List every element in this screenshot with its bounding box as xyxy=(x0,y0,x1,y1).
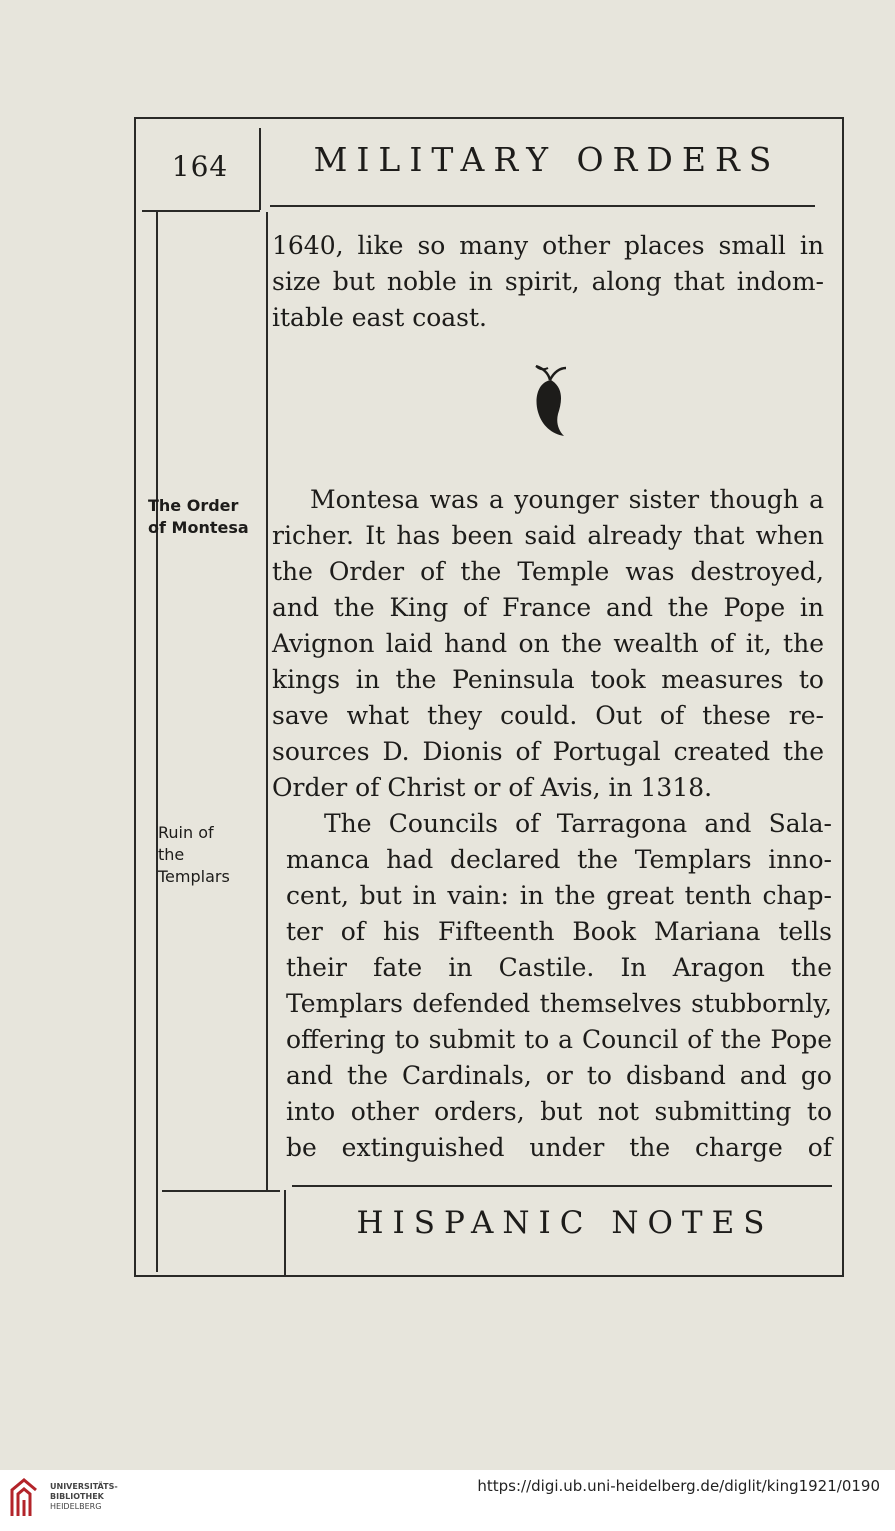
margin-note-line: The Order xyxy=(148,496,239,515)
text-line: Order of Christ or of Avis, in 1318. xyxy=(272,773,713,802)
library-name-line: UNIVERSITÄTS- xyxy=(50,1482,118,1491)
footer-title: HISPANIC NOTES xyxy=(356,1205,774,1241)
text-line: and the Cardinals, or to disband and go xyxy=(286,1061,832,1090)
text-line: The Councils of Tarragona and Sala- xyxy=(324,809,832,838)
footer-rule-right xyxy=(292,1185,832,1187)
text-line: kings in the Peninsula took measures to xyxy=(272,665,824,694)
margin-note-order-of-montesa xyxy=(148,495,263,539)
text-line: offering to submit to a Council of the Pope xyxy=(286,1025,832,1054)
paragraph-continuation xyxy=(272,228,824,336)
text-line: their fate in Castile. In Aragon the xyxy=(286,953,832,982)
library-logo-icon[interactable] xyxy=(8,1476,44,1520)
pomegranate-ornament-icon xyxy=(528,360,574,440)
library-name-line: BIBLIOTHEK xyxy=(50,1492,104,1501)
text-line: Avignon laid hand on the wealth of it, the xyxy=(272,629,824,658)
header-rule-left xyxy=(142,210,260,212)
text-line: the Order of the Temple was destroyed, xyxy=(272,557,824,586)
margin-note-line: Ruin of xyxy=(158,823,214,842)
text-line: cent, but in vain: in the great tenth chap- xyxy=(286,881,832,910)
header-rule-right xyxy=(270,205,815,207)
margin-note-line: of Montesa xyxy=(148,518,249,537)
library-name[interactable] xyxy=(50,1482,160,1512)
text-line: Templars defended themselves stubbornly, xyxy=(286,989,832,1018)
text-line: Montesa was a younger sister though a xyxy=(310,485,824,514)
margin-note-line: Templars xyxy=(158,867,230,886)
text-line: be extinguished under the charge of xyxy=(286,1133,832,1162)
footer-rule-left xyxy=(162,1190,280,1192)
margin-note-line: the xyxy=(158,845,185,864)
text-line: itable east coast. xyxy=(272,303,487,332)
text-line: size but noble in spirit, along that indom- xyxy=(272,267,824,296)
text-line: into other orders, but not submitting to xyxy=(286,1097,832,1126)
source-url-link[interactable]: https://digi.ub.uni-heidelberg.de/diglit/king1921/0190 xyxy=(477,1477,880,1495)
footer-column-rule xyxy=(284,1190,286,1275)
text-line: save what they could. Out of these re- xyxy=(272,701,824,730)
text-line: and the King of France and the Pope in xyxy=(272,593,824,622)
margin-note-ruin-of-templars xyxy=(158,822,273,888)
paragraph-templars xyxy=(286,806,832,1166)
margin-column-rule-body xyxy=(266,212,268,1192)
paragraph-montesa xyxy=(272,482,824,806)
outer-margin-rule xyxy=(156,212,158,1272)
text-line: ter of his Fifteenth Book Mariana tells xyxy=(286,917,832,946)
running-head: MILITARY ORDERS xyxy=(313,140,781,179)
margin-column-rule xyxy=(259,128,261,210)
text-line: 1640, like so many other places small in xyxy=(272,231,824,260)
text-line: richer. It has been said already that when xyxy=(272,521,824,550)
text-line: sources D. Dionis of Portugal created the xyxy=(272,737,824,766)
page-number: 164 xyxy=(171,150,229,183)
text-line: manca had declared the Templars inno- xyxy=(286,845,832,874)
library-name-line: HEIDELBERG xyxy=(50,1502,102,1511)
